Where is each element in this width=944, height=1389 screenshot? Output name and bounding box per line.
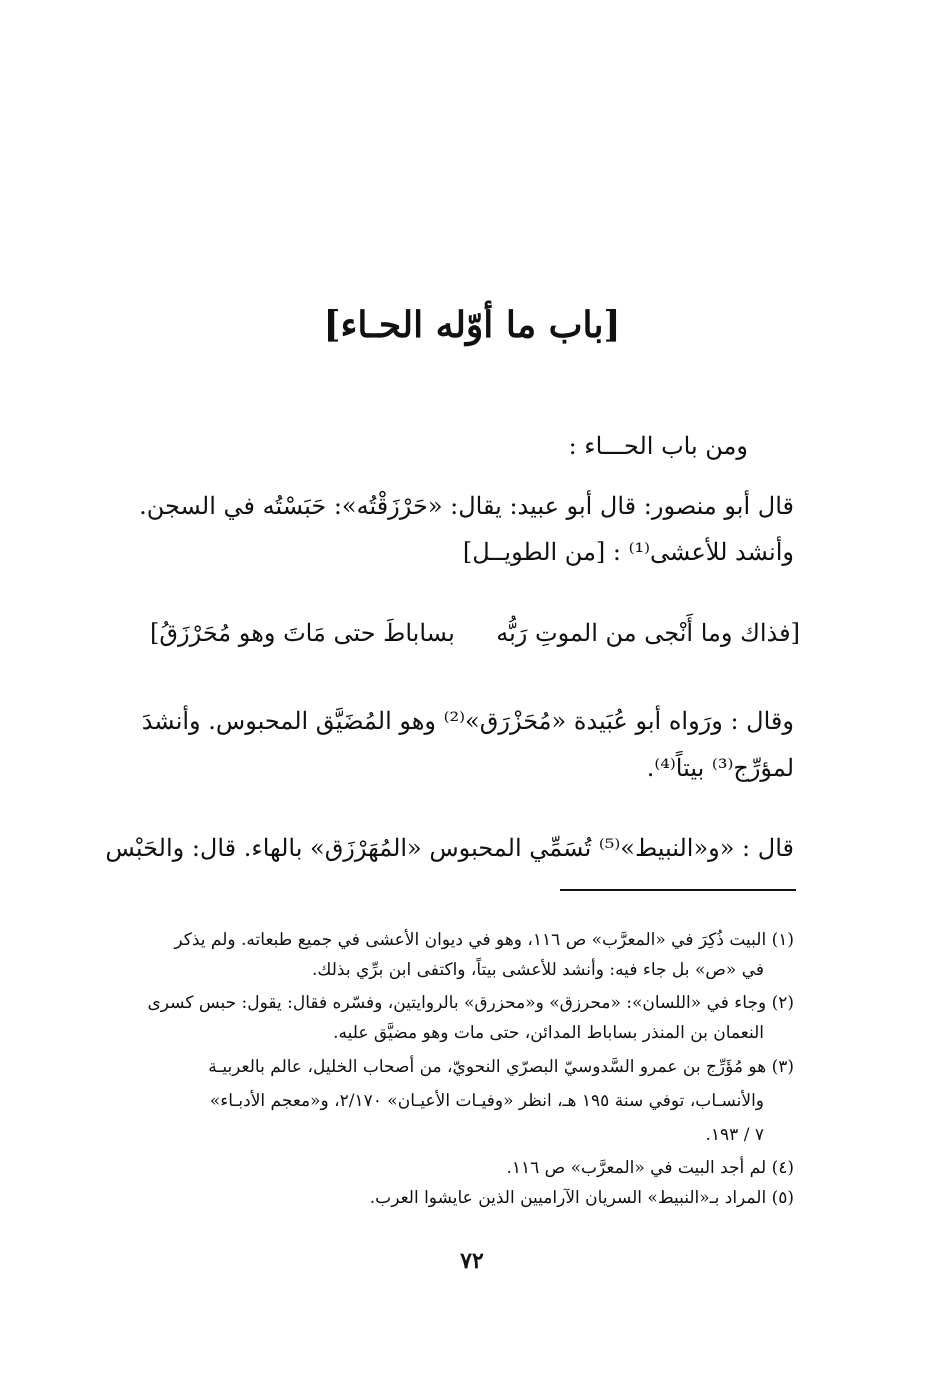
footnote-2-line1: (٢) وجاء في «اللسان»: «محرزق» و«محزرق» بالروايتين، وفسّره فقال: يقول: حبس كسرى (147, 993, 794, 1013)
footnote-1-line2: في «ص» بل جاء فيه: وأنشد للأعشى بيتاً، واكتفى ابن برِّي بذلك. (312, 960, 764, 980)
footnote-5: (٥) المراد بـ«النبيط» السريان الآراميين الذين عايشوا العرب. (369, 1188, 794, 1208)
paragraph1-line1: قال أبو منصور: قال أبو عبيد: يقال: «حَرْزَقْتُه»: حَبَسْتُه في السجن. (139, 492, 794, 520)
verse-first-hemistich: [فذاك وما أَنْجى من الموتِ رَبُّه (496, 619, 800, 647)
intro-line: ومن باب الحـــاء : (568, 432, 748, 460)
paragraph2-line2: لمؤرِّج⁽³⁾ بيتاً⁽⁴⁾. (646, 754, 794, 782)
page-number: ٧٢ (460, 1248, 484, 1274)
paragraph1-line2: وأنشد للأعشى⁽¹⁾ : [من الطويــل] (462, 538, 794, 566)
footnote-4: (٤) لم أجد البيت في «المعرَّب» ص ١١٦. (506, 1158, 794, 1178)
section-title: [باب ما أوّله الحـاء] (323, 304, 621, 346)
footnote-3-line1: (٣) هو مُؤَرِّج بن عمرو السَّدوسيّ البصرّي النحويّ، من أصحاب الخليل، عالم بالعربيـة (208, 1057, 794, 1077)
verse-second-hemistich: بساباطَ حتى مَاتَ وهو مُحَرْزَقُ] (150, 619, 455, 647)
footnote-2-line2: النعمان بن المنذر بساباط المدائن، حتى مات وهو مضيَّق عليه. (333, 1023, 764, 1043)
footnote-separator (560, 889, 796, 891)
footnote-1-line1: (١) البيت ذُكِرَ في «المعرَّب» ص ١١٦، وهو في ديوان الأعشى في جميع طبعاته. ولم يذكر (174, 930, 794, 950)
footnote-3-line2: والأنسـاب، توفي سنة ١٩٥ هـ، انظر «وفيـات الأعيـان» ٢/١٧٠، و«معجم الأدبـاء» (209, 1091, 764, 1111)
paragraph2-line1: وقال : ورَواه أبو عُبَيدة «مُحَزْرَق»⁽²⁾ وهو المُضَيَّق المحبوس. وأنشدَ (141, 707, 794, 735)
paragraph3-line: قال : «و«النبيط»⁽⁵⁾ تُسَمِّي المحبوس «المُهَرْزَق» بالهاء. قال: والحَبْس (105, 834, 794, 862)
footnote-3-line3: ٧ / ١٩٣. (705, 1125, 764, 1145)
